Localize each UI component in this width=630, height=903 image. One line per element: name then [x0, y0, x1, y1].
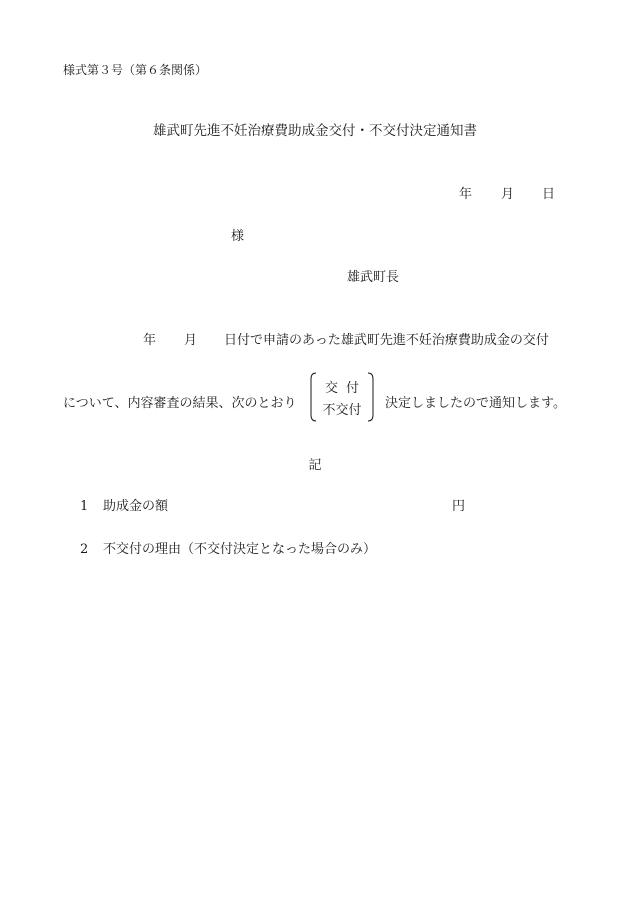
body-line-1-text: 日付で申請のあった雄武町先進不妊治療費助成金の交付 [224, 333, 549, 348]
date-year-label: 年 [459, 187, 473, 202]
item-grant-amount [0, 500, 630, 516]
body-line-2-after: 決定しましたので通知します。 [385, 396, 566, 411]
document-title: 雄武町先進不妊治療費助成金交付・不交付決定通知書 [153, 123, 477, 139]
item-label: 助成金の額 [103, 499, 169, 514]
addressee-suffix: 様 [231, 229, 245, 244]
item-number: 2 [80, 542, 89, 557]
body-month-label: 月 [184, 333, 198, 348]
sender-name: 雄武町長 [347, 270, 400, 285]
item-number: 1 [80, 499, 89, 514]
form-number: 様式第３号（第６条関係） [63, 63, 208, 77]
body-line-2-before: について、内容審査の結果、次のとおり [63, 396, 297, 411]
item-label: 不交付の理由（不交付決定となった場合のみ） [103, 542, 377, 557]
date-month-label: 月 [501, 187, 515, 202]
body-year-label: 年 [143, 333, 157, 348]
item-nongrant-reason [0, 543, 630, 559]
date-day-label: 日 [542, 187, 556, 202]
decision-options-bracket [309, 371, 375, 423]
item-unit: 円 [452, 499, 466, 514]
body-line-2 [0, 371, 630, 427]
body-line-1 [0, 334, 630, 350]
ki-heading: 記 [308, 458, 322, 473]
option-nongrant: 不交付 [322, 403, 362, 418]
option-grant: 交付 [324, 381, 367, 396]
